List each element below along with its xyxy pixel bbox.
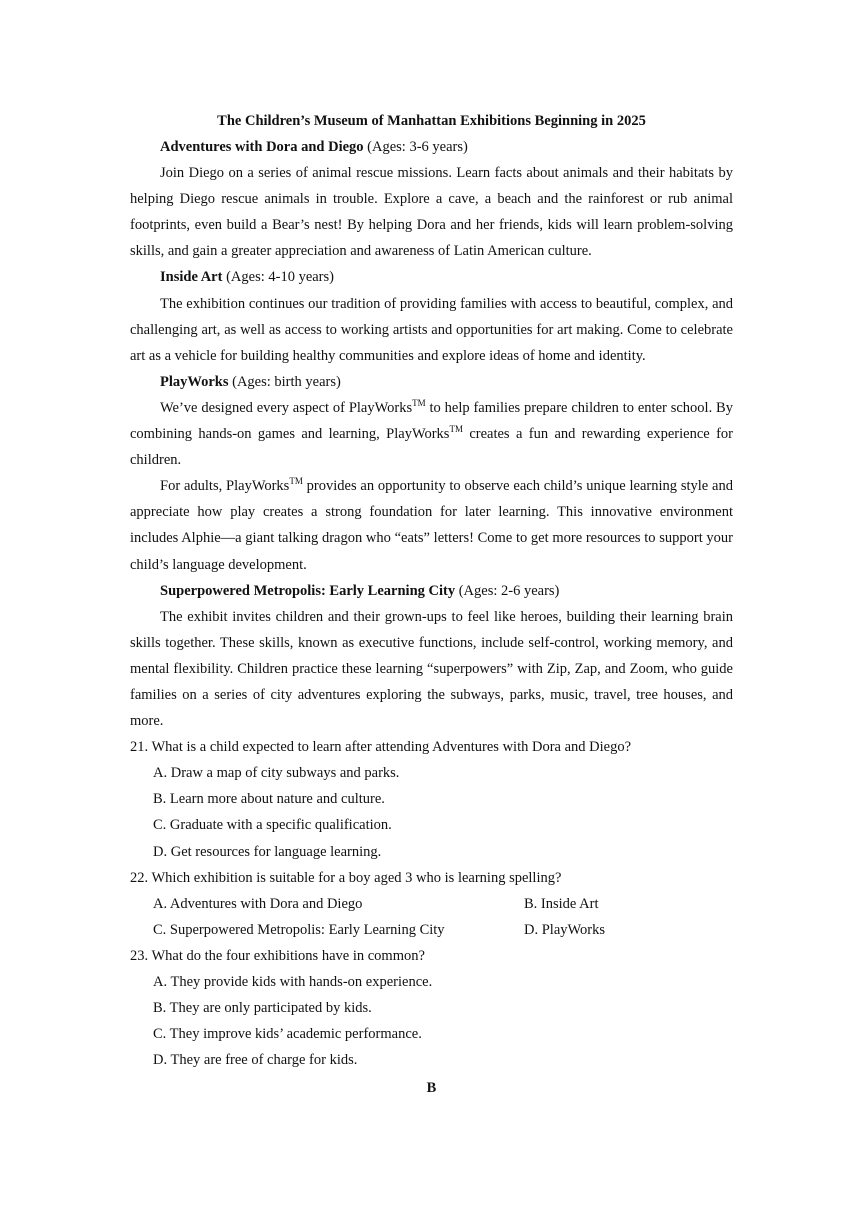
text-run: creates a fun and rewarding experience for children. — [130, 426, 733, 469]
answer-option: B. Inside Art — [524, 895, 599, 912]
exhibit-description: The exhibition continues our tradition of providing families with access to beautiful, complex, and challenging art, as well as access to working artists and opportunities for art making. Come to celebrate art as a vehicle for building healthy communities and explore ideas of home and identity. — [130, 295, 733, 364]
page-title: The Children’s Museum of Manhattan Exhibitions Beginning in 2025 — [217, 113, 646, 129]
exhibit-ages: (Ages: 3-6 years) — [363, 139, 468, 155]
answer-option: B. They are only participated by kids. — [153, 1000, 372, 1017]
document-page — [130, 108, 733, 1101]
answer-option: A. They provide kids with hands-on experience. — [153, 974, 433, 990]
question-stem: 22. Which exhibition is suitable for a boy aged 3 who is learning spelling? — [130, 869, 562, 886]
trademark-mark: TM — [449, 424, 463, 435]
text-run: We’ve designed every aspect of PlayWorks — [160, 399, 413, 416]
section-heading: B — [426, 1080, 437, 1097]
exhibit-heading — [130, 264, 733, 290]
exhibit-description — [130, 473, 733, 577]
trademark-mark: TM — [412, 397, 426, 408]
exhibit-description — [130, 395, 733, 473]
exhibit-description: The exhibit invites children and their grown-ups to feel like heroes, building their learning brain skills together. These skills, known as executive functions, include self-control, working memory, and mental flexibility. Children practice these learning “superpowers” with Zip, Zap, and Zoom, who guide families on a series of city adventures exploring the subways, parks, music, travel, tree houses, and more. — [130, 608, 733, 730]
exhibit-ages: (Ages: birth years) — [228, 373, 341, 390]
exhibit-description: Join Diego on a series of animal rescue missions. Learn facts about animals and their habitats by helping Diego rescue animals in trouble. Explore a cave, a beach and the rainforest or rub animal footprints, even build a Bear’s nest! By helping Dora and her friends, kids will learn problem-solving skills, and gain a greater appreciation and awareness of Latin American culture. — [130, 165, 733, 260]
answer-option: D. PlayWorks — [524, 921, 605, 938]
answer-option: A. Draw a map of city subways and parks. — [153, 765, 400, 782]
exhibit-name: PlayWorks — [160, 373, 229, 390]
exhibit-name: Superpowered Metropolis: Early Learning City — [160, 582, 456, 599]
answer-option-row — [130, 891, 733, 917]
answer-option: C. Superpowered Metropolis: Early Learning City — [153, 921, 445, 938]
answer-option-row — [130, 917, 733, 943]
text-run: to help families prepare children to enter school. By combining hands-on games and learning, PlayWorks — [130, 399, 733, 443]
question-stem: 21. What is a child expected to learn after attending Adventures with Dora and Diego? — [130, 739, 632, 756]
exhibit-heading — [130, 134, 733, 160]
exhibit-heading — [130, 578, 733, 604]
exhibit-name: Inside Art — [160, 269, 223, 286]
text-run: For adults, PlayWorks — [160, 478, 290, 495]
exhibit-heading — [130, 369, 733, 395]
answer-option: D. They are free of charge for kids. — [153, 1052, 358, 1069]
answer-option: B. Learn more about nature and culture. — [153, 791, 385, 808]
answer-option: C. Graduate with a specific qualification. — [153, 817, 392, 834]
trademark-mark: TM — [289, 476, 303, 487]
answer-option: D. Get resources for language learning. — [153, 843, 382, 860]
exhibit-ages: (Ages: 2-6 years) — [455, 582, 560, 599]
answer-option: C. They improve kids’ academic performance. — [153, 1026, 422, 1043]
exhibit-name: Adventures with Dora and Diego — [160, 139, 364, 155]
answer-option: A. Adventures with Dora and Diego — [153, 895, 363, 912]
exhibit-ages: (Ages: 4-10 years) — [222, 269, 334, 286]
text-run: provides an opportunity to observe each child’s unique learning style and appreciate how play creates a strong foundation for later learning. This innovative environment includes Alphie—a giant talking dragon who “eats” letters! Come to get more resources to support your child’s language development. — [130, 478, 733, 573]
question-stem: 23. What do the four exhibitions have in common? — [130, 947, 425, 964]
